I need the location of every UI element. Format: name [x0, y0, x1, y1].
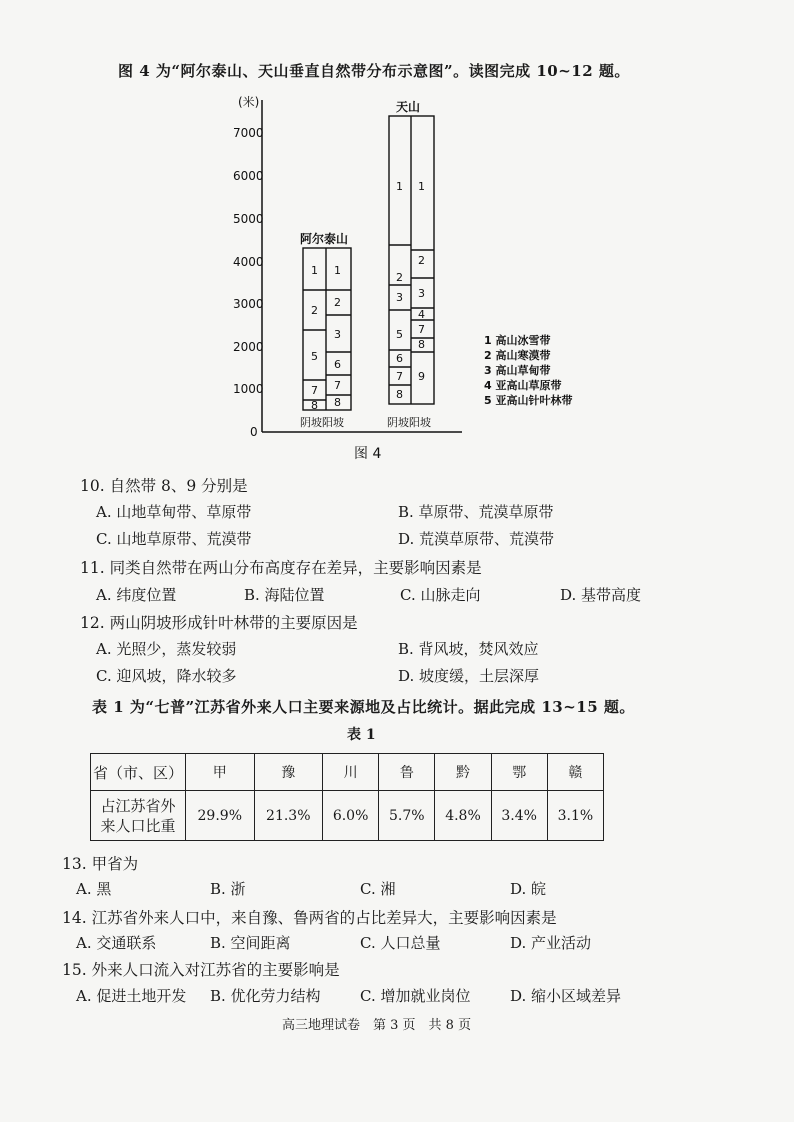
altai-sunny-band-label: 2 — [334, 296, 341, 309]
question-13-option-c[interactable]: C. 湘 — [360, 880, 396, 898]
figure-4-diagram — [0, 0, 794, 470]
tianshan-shady-band-label: 1 — [396, 180, 403, 193]
y-tick-label: 2000 — [233, 340, 264, 354]
question-10-option-d[interactable]: D. 荒漠草原带、荒漠带 — [398, 530, 555, 548]
question-14-option-b[interactable]: B. 空间距离 — [210, 934, 291, 952]
table-value-cell: 3.1% — [547, 791, 603, 841]
question-13-stem: 13. 甲省为 — [62, 855, 139, 873]
altai-sunny-band-label: 1 — [334, 264, 341, 277]
question-12-option-c[interactable]: C. 迎风坡，降水较多 — [96, 667, 237, 685]
y-tick-label: 1000 — [233, 382, 264, 396]
altai-shady-band-label: 8 — [311, 399, 318, 412]
y-tick-label: 4000 — [233, 255, 264, 269]
legend-item: 4 亚高山草原带 — [484, 379, 562, 392]
table-value-cell: 5.7% — [379, 791, 435, 841]
question-10-stem: 10. 自然带 8、9 分别是 — [80, 477, 248, 495]
table-province-cell: 豫 — [254, 754, 323, 791]
tianshan-shady-band-label: 8 — [396, 388, 403, 401]
question-11-stem: 11. 同类自然带在两山分布高度存在差异，主要影响因素是 — [80, 559, 482, 577]
question-15-option-b[interactable]: B. 优化劳力结构 — [210, 987, 321, 1005]
altai-sunny-band-label: 8 — [334, 396, 341, 409]
table-province-cell: 川 — [323, 754, 379, 791]
figure-caption: 图 4 — [354, 446, 382, 462]
table-1 — [90, 753, 604, 841]
legend-item: 1 高山冰雪带 — [484, 334, 551, 347]
altai-slope-labels: 阴坡阳坡 — [300, 416, 344, 429]
question-14-option-c[interactable]: C. 人口总量 — [360, 934, 441, 952]
y-tick-label: 0 — [250, 425, 258, 439]
altai-shady-band-label: 1 — [311, 264, 318, 277]
question-12-option-a[interactable]: A. 光照少，蒸发较弱 — [96, 640, 237, 658]
table-value-cell: 29.9% — [186, 791, 255, 841]
question-15-stem: 15. 外来人口流入对江苏省的主要影响是 — [62, 961, 340, 979]
question-11-option-c[interactable]: C. 山脉走向 — [400, 586, 481, 604]
table-header-label: 省（市、区） — [91, 754, 186, 791]
question-11-option-a[interactable]: A. 纬度位置 — [96, 586, 177, 604]
y-tick-label: 6000 — [233, 169, 264, 183]
table-value-cell: 21.3% — [254, 791, 323, 841]
altai-sunny-band-label: 3 — [334, 328, 341, 341]
altai-shady-band-label: 5 — [311, 350, 318, 363]
question-13-option-a[interactable]: A. 黑 — [76, 880, 112, 898]
legend-item: 2 高山寒漠带 — [484, 349, 551, 362]
altai-sunny-band-label: 6 — [334, 358, 341, 371]
question-13-option-d[interactable]: D. 皖 — [510, 880, 547, 898]
table-province-cell: 赣 — [547, 754, 603, 791]
tianshan-sunny-band-label: 4 — [418, 308, 425, 321]
question-14-stem: 14. 江苏省外来人口中，来自豫、鲁两省的占比差异大，主要影响因素是 — [62, 909, 557, 927]
question-12-stem: 12. 两山阴坡形成针叶林带的主要原因是 — [80, 614, 358, 632]
legend-item: 5 亚高山针叶林带 — [484, 394, 573, 407]
table-province-cell: 黔 — [435, 754, 491, 791]
tianshan-shady-band-label: 6 — [396, 352, 403, 365]
y-unit-label: (米) — [238, 95, 260, 109]
question-11-option-b[interactable]: B. 海陆位置 — [244, 586, 325, 604]
altai-sunny-band-label: 7 — [334, 379, 341, 392]
table-value-row — [91, 791, 604, 841]
figure-legend — [484, 333, 572, 407]
table-row-label-line-2: 来人口比重 — [100, 816, 176, 835]
y-tick-label: 3000 — [233, 297, 264, 311]
legend-item: 3 高山草甸带 — [484, 364, 551, 377]
y-tick-label: 5000 — [233, 212, 264, 226]
question-14-option-a[interactable]: A. 交通联系 — [76, 934, 157, 952]
tianshan-sunny-band-label: 1 — [418, 180, 425, 193]
table-value-cell: 4.8% — [435, 791, 491, 841]
question-12-option-d[interactable]: D. 坡度缓，土层深厚 — [398, 667, 540, 685]
question-15-option-d[interactable]: D. 缩小区域差异 — [510, 987, 622, 1005]
tianshan-sunny-band-label: 8 — [418, 338, 425, 351]
table-row-label-line-1: 占江苏省外 — [100, 796, 176, 815]
question-15-option-a[interactable]: A. 促进土地开发 — [76, 987, 187, 1005]
page-footer: 高三地理试卷 第 3 页 共 8 页 — [282, 1018, 472, 1033]
table-1-caption: 表 1 — [347, 727, 376, 743]
tianshan-shady-band-label: 7 — [396, 370, 403, 383]
tianshan-sunny-band-label: 9 — [418, 370, 425, 383]
question-10-option-a[interactable]: A. 山地草甸带、草原带 — [96, 503, 252, 521]
question-13-option-b[interactable]: B. 浙 — [210, 880, 246, 898]
question-10-option-b[interactable]: B. 草原带、荒漠草原带 — [398, 503, 554, 521]
question-14-option-d[interactable]: D. 产业活动 — [510, 934, 592, 952]
question-11-option-d[interactable]: D. 基带高度 — [560, 586, 642, 604]
table-row-label — [91, 791, 186, 841]
tianshan-shady-band-label: 2 — [396, 271, 403, 284]
y-tick-labels — [233, 126, 264, 439]
table-value-cell: 3.4% — [491, 791, 547, 841]
table-province-cell: 鄂 — [491, 754, 547, 791]
altai-shady-band-label: 2 — [311, 304, 318, 317]
tianshan-sunny-band-label: 2 — [418, 254, 425, 267]
tianshan-shady-band-label: 5 — [396, 328, 403, 341]
table-province-cell: 甲 — [186, 754, 255, 791]
tianshan-sunny-band-label: 3 — [418, 287, 425, 300]
question-15-option-c[interactable]: C. 增加就业岗位 — [360, 987, 471, 1005]
question-12-option-b[interactable]: B. 背风坡，焚风效应 — [398, 640, 539, 658]
figure-4-intro: 图 4 为“阿尔泰山、天山垂直自然带分布示意图”。读图完成 10~12 题。 — [118, 62, 630, 80]
altai-name: 阿尔泰山 — [300, 232, 349, 246]
question-10-option-c[interactable]: C. 山地草原带、荒漠带 — [96, 530, 252, 548]
altai-shady-band-label: 7 — [311, 384, 318, 397]
table-header-row — [91, 754, 604, 791]
table-province-cell: 鲁 — [379, 754, 435, 791]
table-value-cell: 6.0% — [323, 791, 379, 841]
tianshan-shady-band-label: 3 — [396, 291, 403, 304]
tianshan-name: 天山 — [396, 100, 421, 114]
tianshan-sunny-band-label: 7 — [418, 323, 425, 336]
tianshan-slope-labels: 阴坡阳坡 — [387, 416, 431, 429]
y-tick-label: 7000 — [233, 126, 264, 140]
table-1-intro: 表 1 为“七普”江苏省外来人口主要来源地及占比统计。据此完成 13~15 题。 — [92, 698, 635, 716]
